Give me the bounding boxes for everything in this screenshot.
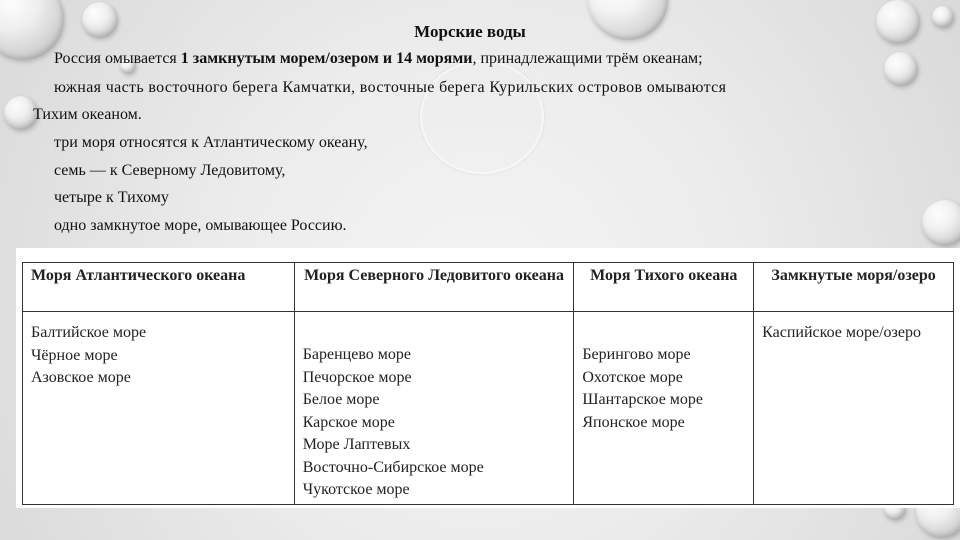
text-line-1: Россия омывается 1 замкнутым морем/озером и 14 морями, принадлежащими трём океанам;	[54, 50, 703, 67]
column-atlantic	[23, 312, 295, 505]
text-line-6: четыре к Тихому	[54, 189, 169, 206]
table-header-row	[23, 263, 954, 312]
page-title: Морские воды	[414, 22, 526, 41]
column-arctic	[294, 312, 574, 505]
header-pacific: Моря Тихого океана	[574, 263, 754, 312]
text-line-5: семь — к Северному Ледовитому,	[54, 162, 286, 179]
list-item: Белое море	[302, 391, 380, 408]
text-line-3: Тихим океаном.	[33, 106, 142, 123]
list-item: Азовское море	[31, 369, 131, 386]
list-item: Чукотское море	[302, 481, 410, 498]
text-line-7: одно замкнутое море, омывающее Россию.	[54, 217, 347, 234]
list-item: Шантарское море	[582, 391, 704, 408]
list-item: Берингово море	[582, 346, 691, 363]
header-closed: Замкнутые моря/озеро	[754, 263, 954, 312]
list-item: Японское море	[582, 413, 685, 431]
header-arctic: Моря Северного Ледовитого океана	[294, 263, 574, 312]
water-drop	[922, 200, 960, 246]
table-image	[16, 248, 960, 508]
text-line-2: южная часть восточного берега Камчатки, восточные берега Курильских островов омываются	[54, 79, 727, 96]
list-item: Чёрное море	[31, 346, 118, 364]
list-item: Море Лаптевых	[302, 436, 411, 453]
column-pacific	[574, 312, 754, 505]
header-atlantic: Моря Атлантического океана	[23, 263, 295, 312]
list-item: Карское море	[302, 413, 395, 431]
list-item: Баренцево море	[302, 346, 412, 363]
list-item: Печорское море	[302, 368, 412, 386]
water-drop	[884, 52, 918, 86]
text-line-4: три моря относятся к Атлантическому океану,	[54, 134, 368, 151]
list-item: Балтийское море	[31, 324, 147, 341]
bold-phrase: 1 замкнутым морем/озером и 14 морями	[180, 50, 473, 67]
list-item: Восточно-Сибирское море	[302, 458, 484, 476]
list-item: Каспийское море/озеро	[762, 324, 921, 341]
seas-table	[22, 262, 954, 505]
table-row	[23, 312, 954, 505]
column-closed	[754, 312, 954, 505]
list-item: Охотское море	[582, 368, 683, 386]
water-ring	[420, 60, 544, 174]
